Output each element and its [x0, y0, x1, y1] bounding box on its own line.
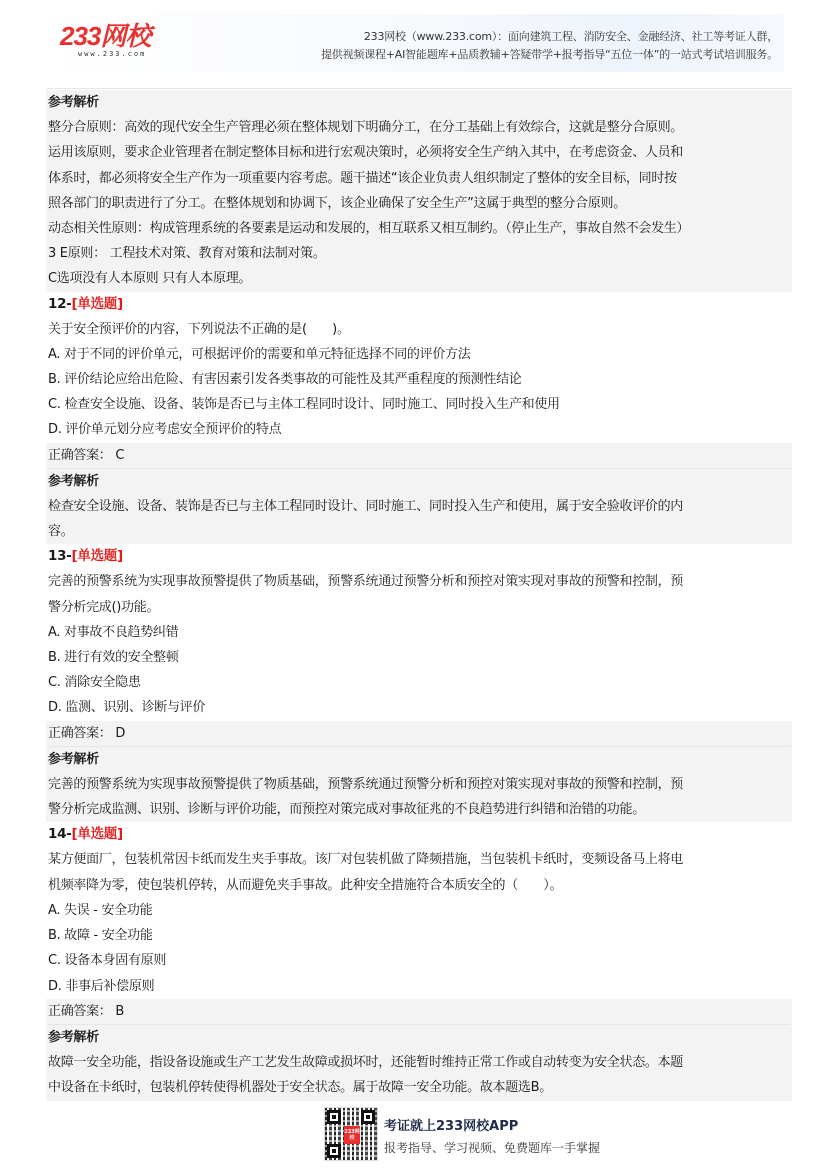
qr-finder-icon: [327, 1110, 341, 1124]
prev-analysis-block: [46, 90, 792, 292]
analysis-line: 中设备在卡纸时，包装机停转使得机器处于安全状态。属于故障一安全功能。故本题选B。: [48, 1080, 552, 1096]
question-type-badge: [单选题]: [71, 826, 123, 843]
correct-answer: [48, 443, 790, 469]
analysis-line: 容。: [48, 524, 74, 540]
tagline-line-1: 233网校（www.233.com）：面向建筑工程、消防安全、金融经济、社工等考证人群，: [363, 30, 778, 43]
answer-value: B: [115, 1003, 124, 1019]
app-promo-footer: [324, 1107, 624, 1163]
logo-text: 233网校: [60, 21, 151, 51]
option-c: C. 设备本身固有原则: [48, 953, 167, 969]
question-heading: [48, 544, 790, 569]
correct-answer: [48, 999, 790, 1025]
brand-logo[interactable]: [60, 22, 180, 59]
correct-answer: [48, 721, 790, 747]
header-tagline: [321, 28, 778, 64]
answer-analysis-12: [46, 443, 792, 545]
question-number: 13-: [48, 548, 72, 565]
footer-title: 考证就上233网校APP: [384, 1119, 519, 1134]
footer-subtitle: 报考指导、学习视频、免费题库一手掌握: [384, 1141, 601, 1155]
question-14: [46, 822, 792, 998]
answer-analysis-13: [46, 721, 792, 823]
question-number: 12-: [48, 295, 72, 312]
option-a: A. 对事故不良趋势纠错: [48, 624, 179, 640]
analysis-line: 运用该原则，要求企业管理者在制定整体目标和进行宏观决策时，必须将安全生产纳入其中，在考虑资金、人员和: [48, 145, 684, 161]
option-b: B. 评价结论应给出危险、有害因素引发各类事故的可能性及其严重程度的预测性结论: [48, 372, 522, 388]
question-number: 14-: [48, 826, 72, 843]
question-stem: 警分析完成()功能。: [48, 599, 160, 615]
question-heading: [48, 822, 790, 847]
analysis-line: 整分合原则：高效的现代安全生产管理必须在整体规划下明确分工，在分工基础上有效综合，这就是整分合原则。: [48, 120, 684, 136]
analysis-line: 故障一安全功能，指设备设施或生产工艺发生故障或损坏时，还能暂时维持正常工作或自动转变为安全状态。本题: [48, 1055, 684, 1071]
analysis-line: 警分析完成监测、识别、诊断与评价功能，而预控对策完成对事故征兆的不良趋势进行纠错和治错的功能。: [48, 802, 645, 818]
analysis-title: 参考解析: [48, 95, 99, 110]
analysis-line: 动态相关性原则：构成管理系统的各要素是运动和发展的，相互联系又相互制约。（停止生产，事故自然不会发生）: [48, 221, 690, 237]
analysis-title: 参考解析: [48, 473, 99, 489]
option-a: A. 失误 - 安全功能: [48, 902, 153, 918]
analysis-line: C选项没有人本原则 只有人本原理。: [48, 271, 252, 287]
option-c: C. 消除安全隐患: [48, 675, 141, 691]
analysis-line: 照各部门的职责进行了分工。在整体规划和协调下，该企业确保了安全生产”这属于典型的整分合原则。: [48, 195, 626, 211]
question-type-badge: [单选题]: [71, 548, 123, 565]
option-a: A. 对于不同的评价单元，可根据评价的需要和单元特征选择不同的评价方法: [48, 346, 471, 362]
analysis-line: 检查安全设施、设备、装饰是否已与主体工程同时设计、同时施工、同时投入生产和使用，属于安全验收评价的内: [48, 499, 684, 515]
question-stem: 某方便面厂，包装机常因卡纸而发生夹手事故。该厂对包装机做了降频措施，当包装机卡纸时，变频设备马上将电: [48, 852, 684, 868]
analysis-line: 完善的预警系统为实现事故预警提供了物质基础，预警系统通过预警分析和预控对策实现对事故的预警和控制，预: [48, 777, 684, 793]
header-divider: [46, 88, 792, 89]
page-header: [46, 14, 784, 72]
option-c: C. 检查安全设施、设备、装饰是否已与主体工程同时设计、同时施工、同时投入生产和使用: [48, 397, 560, 413]
question-type-badge: [单选题]: [71, 295, 123, 312]
qr-finder-icon: [361, 1110, 375, 1124]
analysis-line: 3 E原则： 工程技术对策、教育对策和法制对策。: [48, 246, 326, 262]
option-d: D. 评价单元划分应考虑安全预评价的特点: [48, 422, 282, 438]
answer-label: 正确答案：: [48, 447, 112, 463]
answer-analysis-14: [46, 999, 792, 1101]
logo-url: www.233.com: [78, 50, 147, 58]
question-heading: [48, 292, 790, 317]
answer-label: 正确答案：: [48, 1003, 112, 1019]
question-stem: 机频率降为零，使包装机停转，从而避免夹手事故。此种安全措施符合本质安全的（ ）。: [48, 877, 563, 893]
answer-value: D: [115, 725, 126, 741]
analysis-title: 参考解析: [48, 1029, 99, 1045]
qr-code-icon[interactable]: [324, 1107, 378, 1161]
question-13: [46, 544, 792, 720]
qr-brand-logo: 233网校: [344, 1126, 360, 1144]
question-12: [46, 292, 792, 443]
document-content: [46, 90, 792, 1101]
tagline-line-2: 提供视频课程+AI智能题库+品质教辅+答疑带学+报考指导“五位一体”的一站式考试培训服务。: [320, 48, 778, 61]
question-stem: 关于安全预评价的内容，下列说法不正确的是( )。: [48, 321, 350, 337]
question-stem: 完善的预警系统为实现事故预警提供了物质基础，预警系统通过预警分析和预控对策实现对事故的预警和控制，预: [48, 574, 684, 590]
option-d: D. 监测、识别、诊断与评价: [48, 700, 206, 716]
analysis-title: 参考解析: [48, 751, 99, 767]
analysis-line: 体系时，都必须将安全生产作为一项重要内容考虑。题干描述“该企业负责人组织制定了整体的安全目标，同时按: [48, 170, 677, 186]
option-d: D. 非事后补偿原则: [48, 978, 155, 994]
option-b: B. 进行有效的安全整顿: [48, 650, 179, 666]
qr-finder-icon: [327, 1144, 341, 1158]
option-b: B. 故障 - 安全功能: [48, 928, 153, 944]
answer-value: C: [115, 447, 125, 463]
answer-label: 正确答案：: [48, 725, 112, 741]
